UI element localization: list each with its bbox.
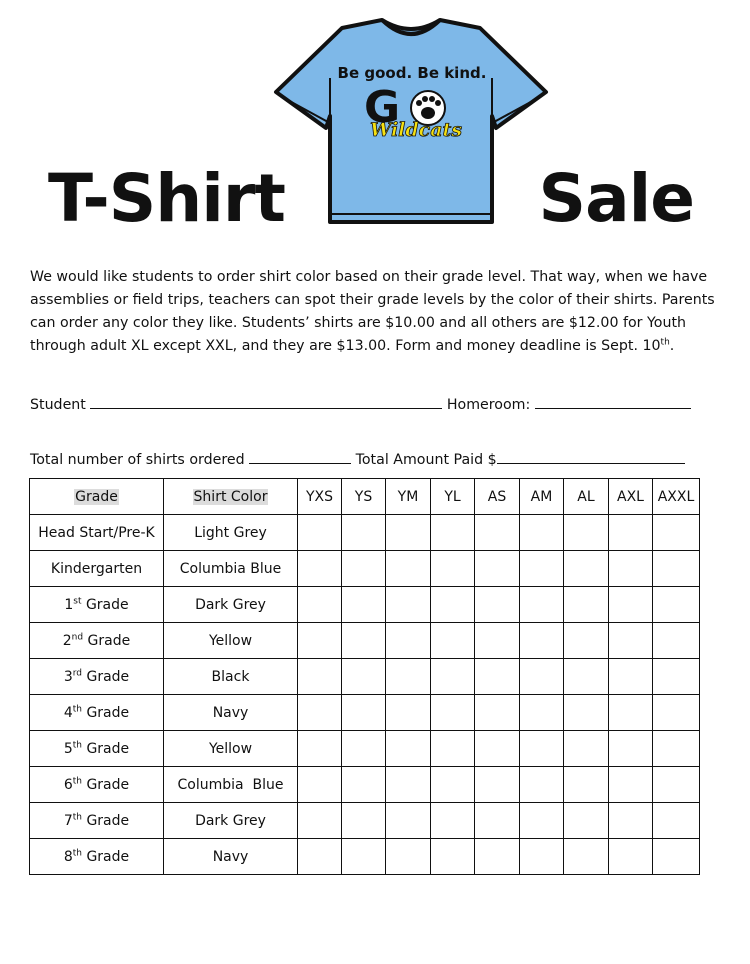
homeroom-field[interactable] (535, 394, 691, 409)
quantity-cell[interactable] (386, 731, 431, 767)
grade-cell (30, 731, 164, 767)
quantity-cell[interactable] (520, 767, 564, 803)
grade-ordinal-suffix: th (72, 847, 82, 858)
intro-text: We would like students to order shirt color based on their grade level. That way, when we have assemblies or field trips, teachers can spot their grade levels by the color of their shirts. Parents can order any color they like. Students’ shirts are $10.00 and all others are $12.00 for Youth through adult XL except XXL, and they are $13.00. Form and money deadline is Sept. 10 (30, 269, 715, 354)
quantity-cell[interactable] (564, 551, 609, 587)
grade-ordinal-suffix: rd (72, 667, 83, 678)
order-table (29, 478, 700, 875)
quantity-cell[interactable] (386, 659, 431, 695)
quantity-cell[interactable] (342, 659, 386, 695)
grade-cell (30, 551, 164, 587)
quantity-cell[interactable] (431, 659, 475, 695)
quantity-cell[interactable] (475, 587, 520, 623)
shirt-slogan: Be good. Be kind. (337, 64, 487, 82)
grade-label: Head Start/Pre-K (38, 524, 155, 541)
grade-label: 5 (63, 740, 73, 757)
quantity-cell[interactable] (342, 839, 386, 875)
quantity-cell[interactable] (342, 587, 386, 623)
quantity-cell[interactable] (653, 767, 700, 803)
quantity-cell[interactable] (431, 695, 475, 731)
shirt-color-cell: Navy (164, 839, 298, 875)
quantity-cell[interactable] (298, 695, 342, 731)
grade-word: Grade (82, 848, 130, 865)
quantity-cell[interactable] (653, 515, 700, 551)
quantity-cell[interactable] (520, 839, 564, 875)
quantity-cell[interactable] (609, 587, 653, 623)
grade-word: Grade (82, 668, 130, 685)
quantity-cell[interactable] (475, 623, 520, 659)
quantity-cell[interactable] (653, 695, 700, 731)
quantity-cell[interactable] (653, 659, 700, 695)
quantity-cell[interactable] (431, 731, 475, 767)
quantity-cell[interactable] (609, 515, 653, 551)
col-header-grade-label: Grade (75, 488, 118, 505)
quantity-cell[interactable] (386, 839, 431, 875)
col-header-size: YM (386, 479, 431, 515)
quantity-cell[interactable] (520, 551, 564, 587)
quantity-cell[interactable] (431, 839, 475, 875)
grade-cell (30, 587, 164, 623)
total-shirts-label: Total number of shirts ordered (30, 452, 245, 468)
grade-label: 7 (63, 812, 73, 829)
quantity-cell[interactable] (431, 551, 475, 587)
quantity-cell[interactable] (386, 551, 431, 587)
grade-word: Grade (82, 740, 130, 757)
quantity-cell[interactable] (431, 515, 475, 551)
grade-cell (30, 695, 164, 731)
quantity-cell[interactable] (520, 659, 564, 695)
grade-ordinal-suffix: th (72, 739, 82, 750)
grade-label: Kindergarten (50, 560, 143, 577)
quantity-cell[interactable] (609, 623, 653, 659)
quantity-cell[interactable] (609, 803, 653, 839)
quantity-cell[interactable] (475, 659, 520, 695)
quantity-cell[interactable] (298, 515, 342, 551)
shirt-color-cell: Black (164, 659, 298, 695)
quantity-cell[interactable] (564, 623, 609, 659)
quantity-cell[interactable] (564, 767, 609, 803)
totals-line (30, 449, 685, 468)
shirt-color-cell: Dark Grey (164, 803, 298, 839)
grade-label: 1 (64, 596, 74, 613)
shirt-team-name: Wildcats (369, 119, 463, 141)
intro-paragraph (30, 266, 736, 358)
table-row (30, 587, 700, 623)
student-label: Student (30, 397, 86, 413)
quantity-cell[interactable] (298, 587, 342, 623)
quantity-cell[interactable] (475, 695, 520, 731)
quantity-cell[interactable] (386, 767, 431, 803)
quantity-cell[interactable] (298, 803, 342, 839)
amount-paid-field[interactable] (497, 449, 685, 464)
quantity-cell[interactable] (342, 695, 386, 731)
grade-label: 2 (62, 632, 72, 649)
quantity-cell[interactable] (564, 515, 609, 551)
table-row (30, 551, 700, 587)
quantity-cell[interactable] (342, 623, 386, 659)
quantity-cell[interactable] (609, 551, 653, 587)
quantity-cell[interactable] (520, 515, 564, 551)
shirt-color-cell: Navy (164, 695, 298, 731)
quantity-cell[interactable] (564, 731, 609, 767)
page-title-right: Sale (538, 160, 694, 237)
table-row (30, 659, 700, 695)
grade-ordinal-suffix: th (72, 811, 82, 822)
table-row (30, 731, 700, 767)
quantity-cell[interactable] (653, 803, 700, 839)
quantity-cell[interactable] (475, 803, 520, 839)
intro-date-suffix: th (660, 337, 670, 348)
quantity-cell[interactable] (564, 659, 609, 695)
grade-ordinal-suffix: th (72, 775, 82, 786)
grade-word: Grade (82, 704, 130, 721)
homeroom-label: Homeroom: (446, 397, 531, 413)
col-header-size: AS (475, 479, 520, 515)
quantity-cell[interactable] (298, 731, 342, 767)
quantity-cell[interactable] (653, 731, 700, 767)
student-line (30, 394, 691, 413)
quantity-cell[interactable] (386, 587, 431, 623)
col-header-shirt-color (164, 479, 298, 515)
grade-word: Grade (82, 812, 130, 829)
quantity-cell[interactable] (386, 623, 431, 659)
shirt-letter: G (363, 82, 401, 133)
intro-end: . (669, 338, 675, 354)
grade-label: 8 (63, 848, 73, 865)
quantity-cell[interactable] (342, 515, 386, 551)
quantity-cell[interactable] (386, 803, 431, 839)
grade-ordinal-suffix: th (72, 703, 82, 714)
col-header-size: AXL (609, 479, 653, 515)
quantity-cell[interactable] (298, 623, 342, 659)
quantity-cell[interactable] (564, 839, 609, 875)
quantity-cell[interactable] (298, 551, 342, 587)
grade-label: 3 (63, 668, 73, 685)
quantity-cell[interactable] (475, 839, 520, 875)
total-shirts-field[interactable] (249, 449, 351, 464)
quantity-cell[interactable] (564, 695, 609, 731)
quantity-cell[interactable] (386, 695, 431, 731)
col-header-size: YL (431, 479, 475, 515)
quantity-cell[interactable] (298, 659, 342, 695)
quantity-cell[interactable] (609, 767, 653, 803)
quantity-cell[interactable] (653, 587, 700, 623)
col-header-grade (30, 479, 164, 515)
grade-cell (30, 515, 164, 551)
quantity-cell[interactable] (475, 515, 520, 551)
amount-paid-label: Total Amount Paid $ (355, 452, 497, 468)
quantity-cell[interactable] (431, 587, 475, 623)
table-row (30, 695, 700, 731)
quantity-cell[interactable] (431, 623, 475, 659)
grade-cell (30, 659, 164, 695)
quantity-cell[interactable] (431, 803, 475, 839)
quantity-cell[interactable] (298, 767, 342, 803)
quantity-cell[interactable] (342, 551, 386, 587)
quantity-cell[interactable] (520, 803, 564, 839)
shirt-color-cell: Columbia Blue (164, 551, 298, 587)
quantity-cell[interactable] (475, 731, 520, 767)
quantity-cell[interactable] (475, 767, 520, 803)
grade-word: Grade (81, 596, 129, 613)
col-header-size: AXXL (653, 479, 700, 515)
quantity-cell[interactable] (609, 731, 653, 767)
tshirt-graphic (270, 18, 552, 230)
quantity-cell[interactable] (342, 803, 386, 839)
shirt-color-cell: Columbia Blue (164, 767, 298, 803)
quantity-cell[interactable] (653, 839, 700, 875)
quantity-cell[interactable] (609, 839, 653, 875)
col-header-shirt-color-label: Shirt Color (193, 488, 268, 505)
quantity-cell[interactable] (564, 803, 609, 839)
grade-cell (30, 767, 164, 803)
grade-label: 4 (63, 704, 73, 721)
col-header-size: YS (342, 479, 386, 515)
col-header-size: AL (564, 479, 609, 515)
grade-label: 6 (63, 776, 73, 793)
shirt-color-cell: Yellow (164, 623, 298, 659)
table-row (30, 623, 700, 659)
student-name-field[interactable] (90, 394, 442, 409)
quantity-cell[interactable] (475, 551, 520, 587)
grade-word: Grade (82, 776, 130, 793)
quantity-cell[interactable] (386, 515, 431, 551)
quantity-cell[interactable] (520, 731, 564, 767)
table-header-row (30, 479, 700, 515)
shirt-color-cell: Yellow (164, 731, 298, 767)
quantity-cell[interactable] (431, 767, 475, 803)
quantity-cell[interactable] (520, 623, 564, 659)
table-row (30, 515, 700, 551)
quantity-cell[interactable] (564, 587, 609, 623)
quantity-cell[interactable] (609, 695, 653, 731)
quantity-cell[interactable] (520, 695, 564, 731)
col-header-size: YXS (298, 479, 342, 515)
shirt-color-cell: Light Grey (164, 515, 298, 551)
quantity-cell[interactable] (520, 587, 564, 623)
quantity-cell[interactable] (298, 839, 342, 875)
col-header-size: AM (520, 479, 564, 515)
page-title-left: T-Shirt (48, 160, 285, 237)
shirt-color-cell: Dark Grey (164, 587, 298, 623)
quantity-cell[interactable] (342, 767, 386, 803)
table-row (30, 839, 700, 875)
grade-cell (30, 839, 164, 875)
grade-cell (30, 803, 164, 839)
table-row (30, 767, 700, 803)
table-row (30, 803, 700, 839)
quantity-cell[interactable] (609, 659, 653, 695)
quantity-cell[interactable] (342, 731, 386, 767)
grade-cell (30, 623, 164, 659)
quantity-cell[interactable] (653, 623, 700, 659)
grade-ordinal-suffix: nd (71, 631, 84, 642)
grade-ordinal-suffix: st (73, 595, 82, 606)
grade-word: Grade (83, 632, 131, 649)
quantity-cell[interactable] (653, 551, 700, 587)
